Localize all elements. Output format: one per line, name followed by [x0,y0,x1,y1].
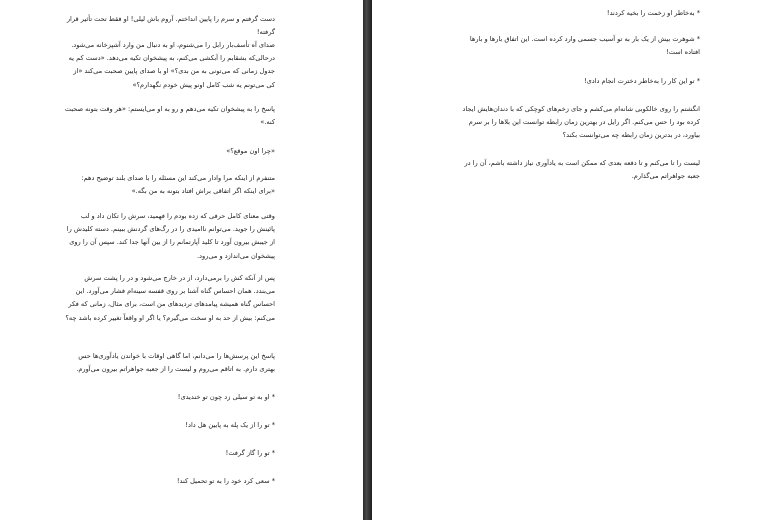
list-item: * تو این کار را به‌خاطر دخترت انجام دادی! [583,76,700,85]
list-item: * او به تو سیلی زد چون تو خندیدی! [177,392,275,401]
left-page [0,0,363,520]
paragraph: وقتی معنای کامل حرفی که زده بودم را فهمید، سرش را تکان داد و لب پائینش را جوید. می‌توانم ناامیدی را در رگ‌های گردنش ببینم. دسته کلیدش را از جیبش بیرون آورد تا کلید آپارتمانم را از بین آنها جدا کند. سپس آن را روی پیشخوان می‌اندازد و می‌رود. [66,211,275,260]
paragraph: پس از آنکه کش را برمی‌دارد، از در خارج می‌شود و در را پشت سرش می‌بندد. همان احساس گناه آشنا بر روی قفسه سینه‌ام فشار می‌آورد. این احساس گناه همیشه پیامدهای تردیدهای من است، برای مثال، زمانی که فکر می‌کنم: بیش از حد به او سخت می‌گیرم؟ یا اگر او واقعاً تغییر کرده باشد چه؟ [65,273,275,322]
paragraph: «چرا اون موقع؟» [226,146,275,155]
right-page [372,0,768,520]
list-item: * شوهرت بیش از یک بار به تو آسیب جسمی وارد کرده است. این اتفاق بارها و بارها افتاده است! [469,34,700,56]
paragraph: صدای آه تأسف‌بار رابل را می‌شنوم، او به دنبال من وارد آشپزخانه می‌شود. درحالی‌که بشقابم را آبکشی می‌کنم، به پیشخوان تکیه می‌دهد. «دست کم یه جدول زمانی که می‌تونی به من بدی؟» او با صدای پایین صحبت می‌کند «از کی می‌تونم یه شب کامل اونو پیش خودم نگهدارم؟» [68,40,275,89]
paragraph: پاسخ را به پیشخوان تکیه می‌دهم و رو به او می‌ایستم: «هر وقت بتونه صحبت کنه.» [64,104,275,126]
list-item: * تو را از یک پله به پایین هل داد! [185,420,275,429]
paragraph: پاسخ این پرسش‌ها را می‌دانم، اما گاهی اوقات با خواندن یادآوری‌ها حس بهتری دارم. به اتاقم می‌روم و لیست را از جعبه جواهراتم بیرون می‌آورم. [76,351,275,373]
paragraph: متنفرم از اینکه مرا وادار می‌کند این مسئله را با صدای بلند توضیح دهم: «برای اینکه اگر اتفاقی براش افتاد بتونه به من بگه.» [81,173,275,195]
list-item: * تو را گاز گرفت! [225,448,275,457]
paragraph: دست گرفتم و سرم را پایین انداختم. آروم باش لیلی! او فقط تحت تأثیر قرار گرفته! [66,14,275,36]
book-gutter [363,0,372,520]
list-item: * سعی کرد خود را به تو تحمیل کند! [176,476,275,485]
paragraph: انگشتم را روی خالکوبی شانه‌ام می‌کشم و جای زخم‌های کوچکی که با دندان‌هایش ایجاد کرده بود را حس می‌کنم. اگر رایل در بهترین زمان رابطه توانست این بلاها را بر سرم بیاورد، در بدترین زمان رابطه چه می‌توانست بکند؟ [462,104,700,140]
paragraph: لیست را تا می‌کنم و تا دفعه بعدی که ممکن است به یادآوری نیاز داشته باشم، آن را در جعبه جواهراتم می‌گذارم. [464,158,700,180]
list-item: * به‌خاطر او زخمت را بخیه کردند! [606,8,700,17]
